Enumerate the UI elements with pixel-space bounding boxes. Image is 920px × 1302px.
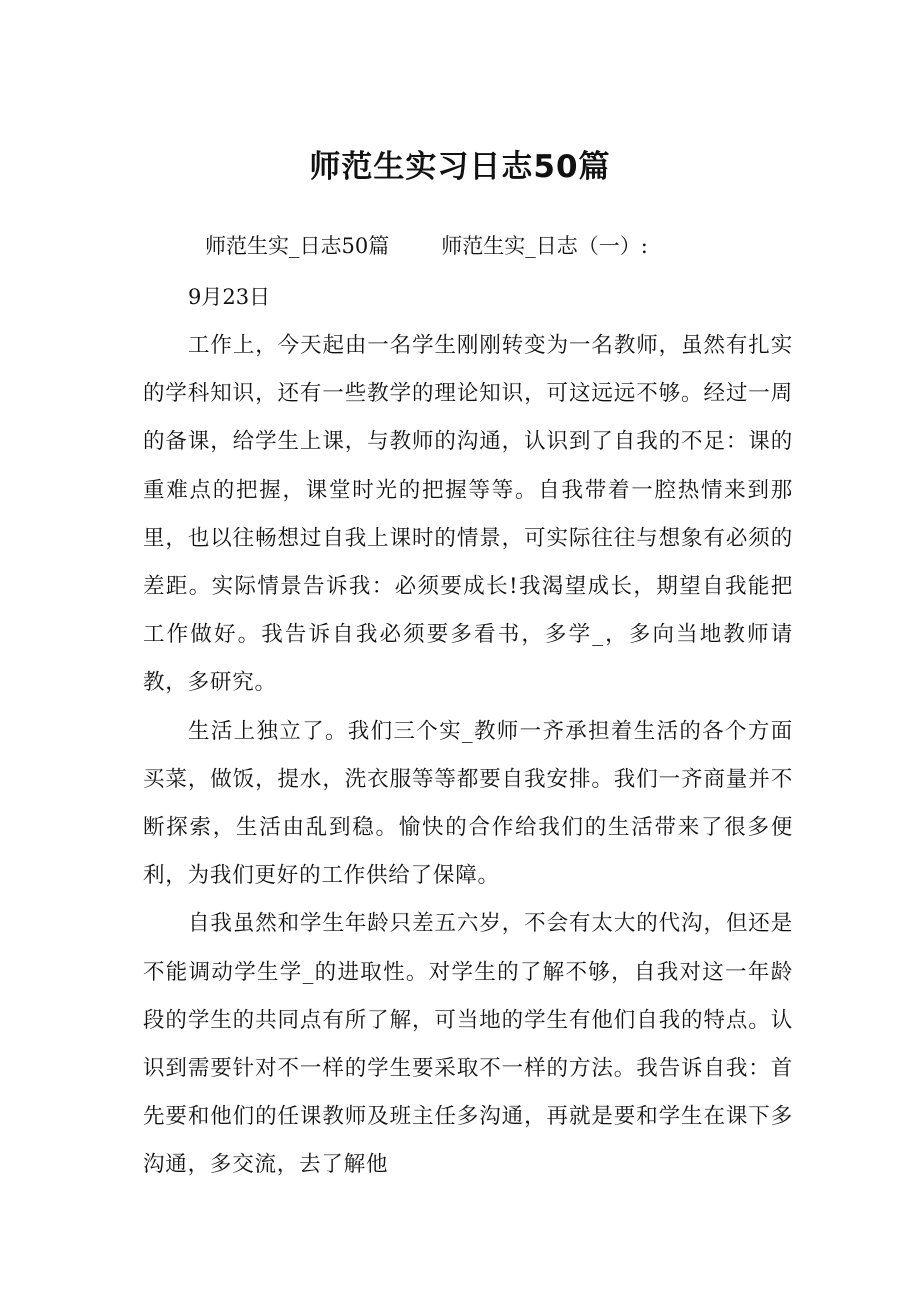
paragraph-life: 生活上独立了。我们三个实_教师一齐承担着生活的各个方面买菜，做饭，提水，洗衣服等等都要自我安排。我们一齐商量并不断探索，生活由乱到稳。愉快的合作给我们的生活带来了很多便利，为我们更好的工作供给了保障。 [143, 718, 793, 889]
body-text [143, 322, 793, 1190]
document-title: 师范生实习日志50篇 [309, 149, 611, 185]
paragraph-students: 自我虽然和学生年龄只差五六岁，不会有太大的代沟，但还是不能调动学生学_的进取性。对学生的了解不够，自我对这一年龄段的学生的共同点有所了解，可当地的学生有他们自我的特点。认识到需要针对不一样的学生要采取不一样的方法。我告诉自我：首先要和他们的任课教师及班主任多沟通，再就是要和学生在课下多沟通，多交流，去了解他 [143, 911, 793, 1178]
subtitle-line [205, 228, 648, 264]
entry-date: 9月23日 [188, 285, 271, 309]
subtitle-left: 师范生实_日志50篇 [205, 234, 390, 258]
subtitle-right: 师范生实_日志（一）: [441, 234, 648, 258]
paragraph-work: 工作上，今天起由一名学生刚刚转变为一名教师，虽然有扎实的学科知识，还有一些教学的理论知识，可这远远不够。经过一周的备课，给学生上课，与教师的沟通，认识到了自我的不足：课的重难点的把握，课堂时光的把握等等。自我带着一腔热情来到那里，也以往畅想过自我上课时的情景，可实际往往与想象有必须的差距。实际情景告诉我：必须要成长!我渴望成长，期望自我能把工作做好。我告诉自我必须要多看书，多学_，多向当地教师请教，多研究。 [143, 333, 793, 696]
